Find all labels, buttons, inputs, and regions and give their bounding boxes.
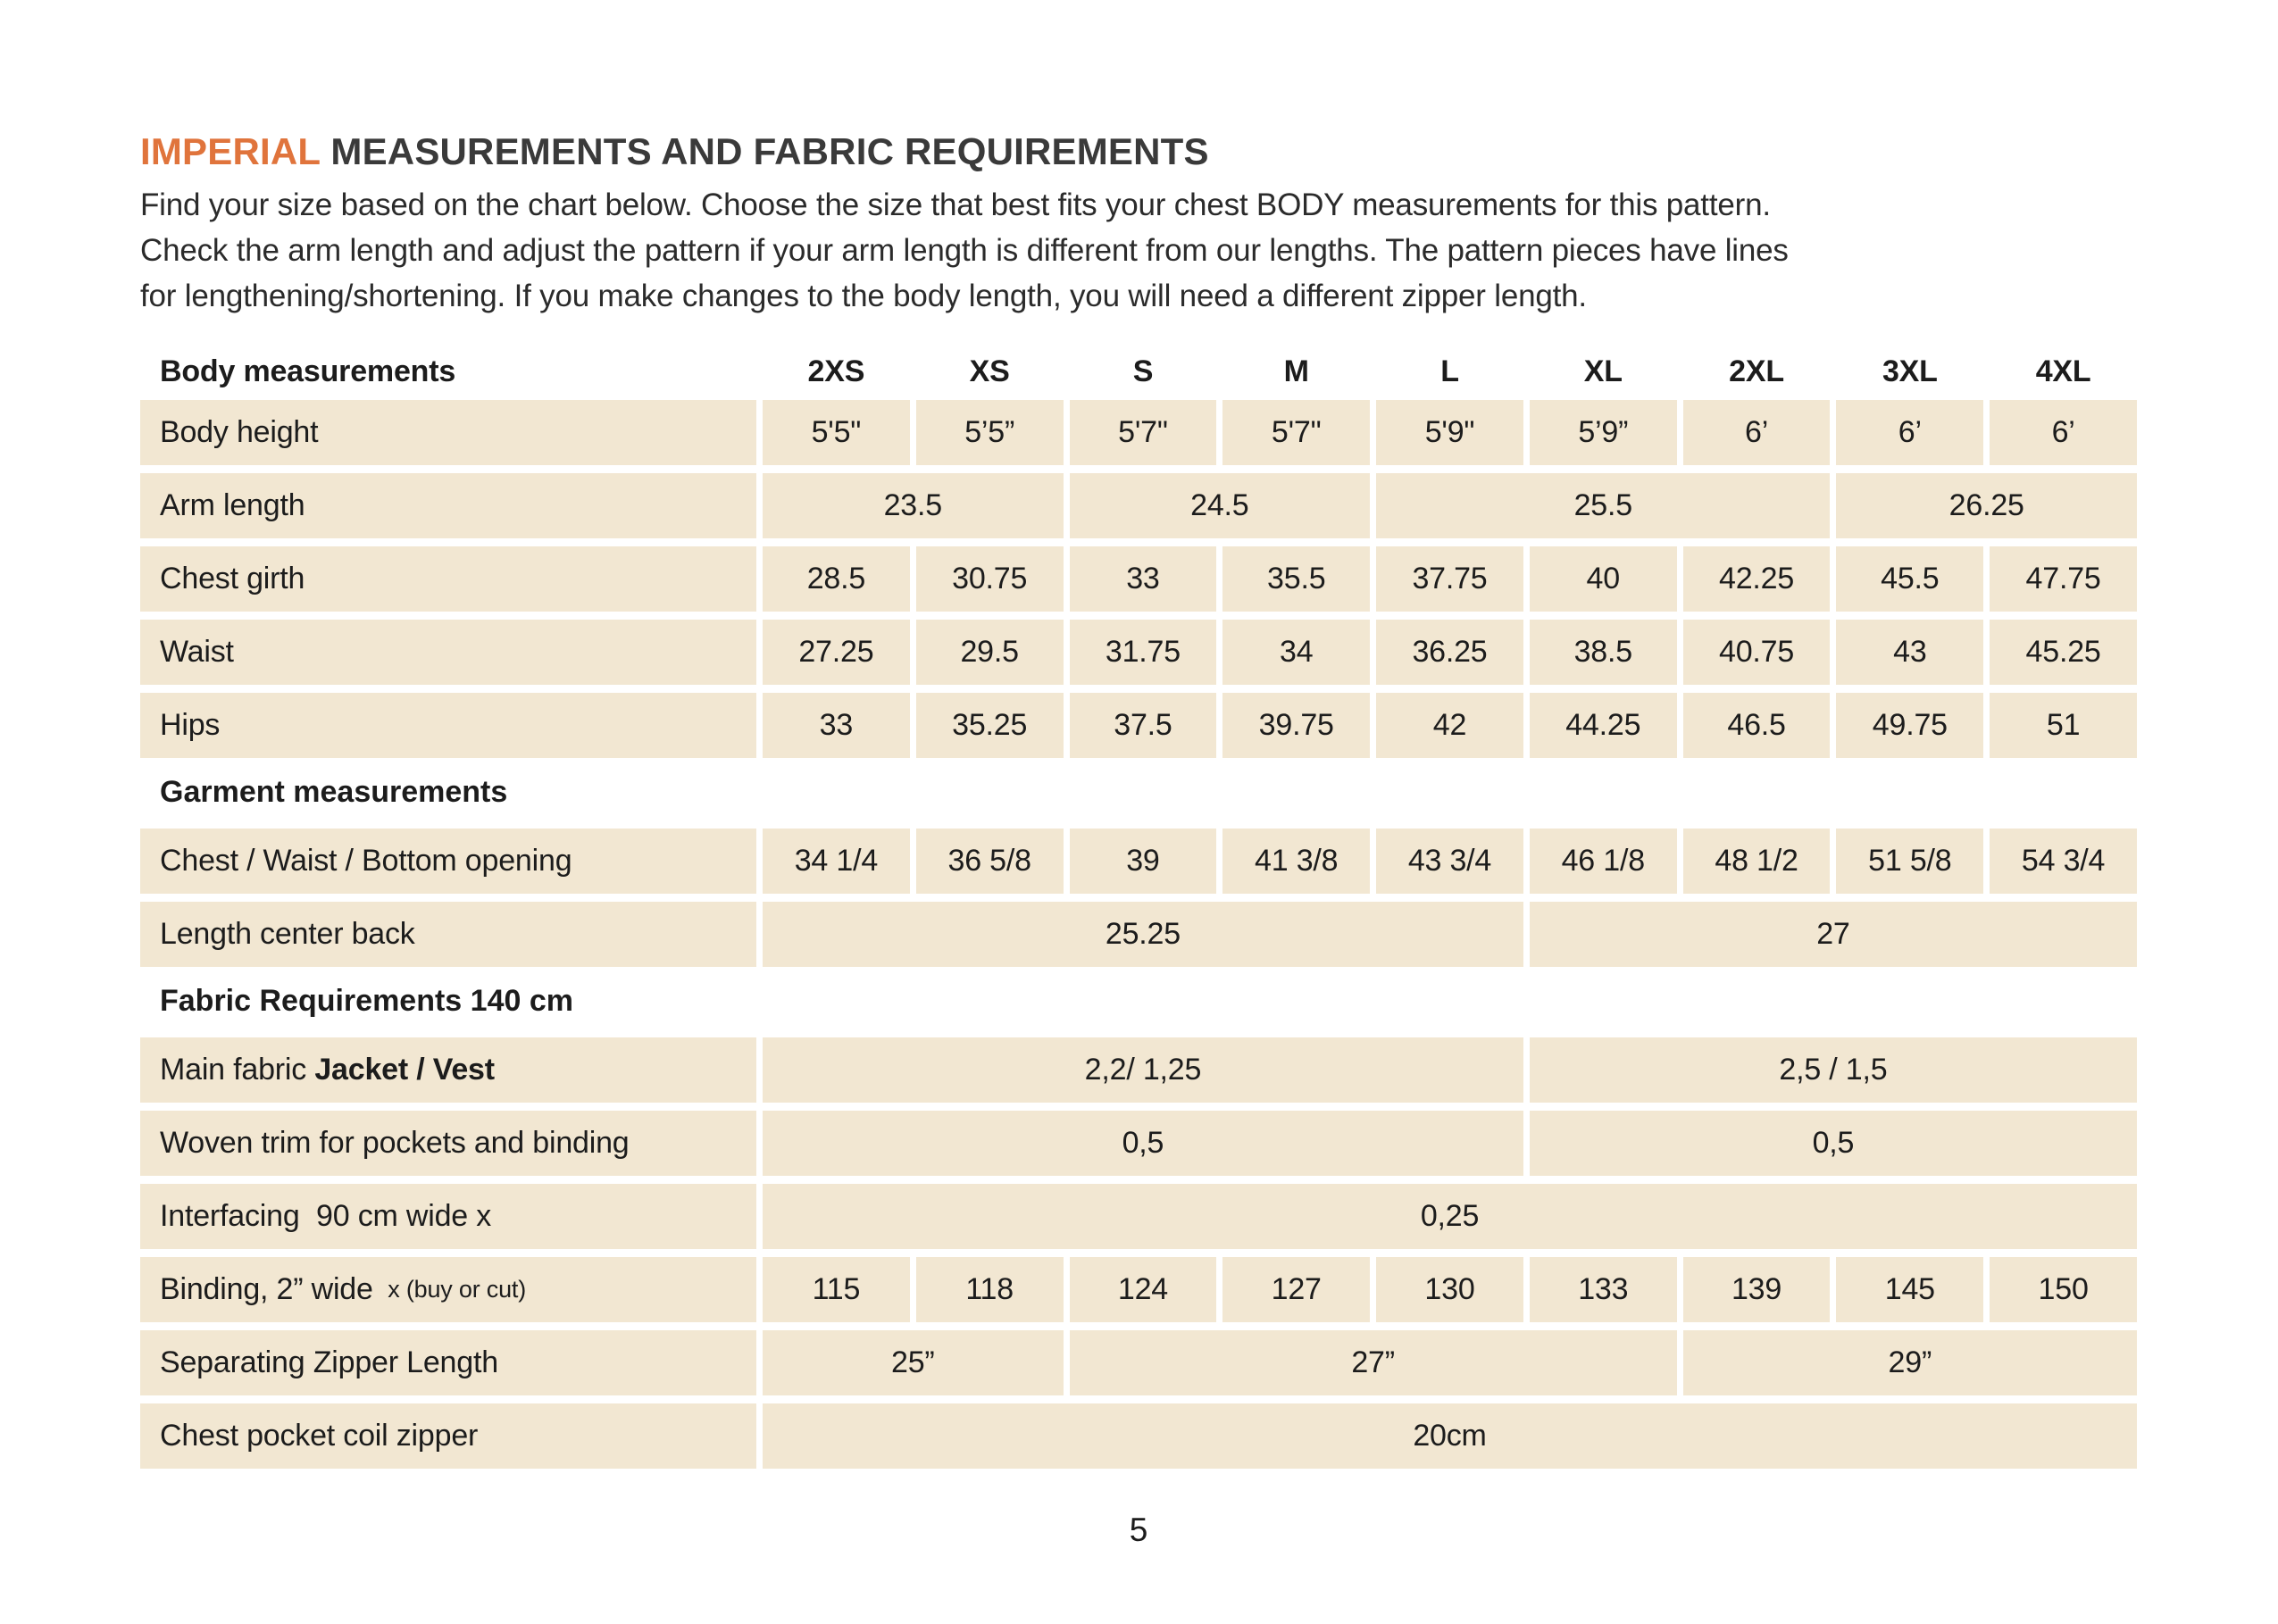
value-cell-chest-waist-bottom-opening: 51 5/8 [1836,829,1983,894]
value-cell-hips: 42 [1376,693,1523,758]
value-cell-body-height: 5’9” [1530,400,1677,465]
value-cell-hips: 46.5 [1683,693,1831,758]
value-cell-chest-girth: 37.75 [1376,546,1523,612]
label-text: Arm length [160,488,305,523]
row-label-chest-waist-bottom-opening [140,829,756,894]
value-cell-woven-trim: 0,5 [1530,1111,2137,1176]
table-row-binding-2in-wide [140,1257,2137,1322]
row-label-waist [140,620,756,685]
section-header-garment-measurements [140,766,2137,818]
value-cell-chest-girth: 45.5 [1836,546,1983,612]
title-highlight: IMPERIAL [140,130,321,172]
label-text: Separating Zipper Length [160,1345,498,1380]
value-cell-waist: 36.25 [1376,620,1523,685]
value-cell-binding-2in-wide: 124 [1070,1257,1217,1322]
table-row-separating-zipper-length [140,1330,2137,1395]
value-cell-chest-waist-bottom-opening: 34 1/4 [763,829,910,894]
label-text: Waist [160,635,234,670]
label-text: Chest girth [160,562,305,596]
value-cell-chest-girth: 40 [1530,546,1677,612]
value-cell-body-height: 6’ [1836,400,1983,465]
row-label-binding-2in-wide [140,1257,756,1322]
value-cell-body-height: 5'9" [1376,400,1523,465]
intro-line: for lengthening/shortening. If you make changes to the body length, you will need a different zipper length. [140,279,1587,314]
intro-paragraph [140,182,2137,319]
label-text: Chest / Waist / Bottom opening [160,844,572,879]
value-cell-length-center-back: 25.25 [763,902,1523,967]
row-label-length-center-back [140,902,756,967]
label-text: Garment measurements [160,774,508,809]
page-title [140,132,2137,171]
intro-line: Find your size based on the chart below. Choose the size that best fits your chest BODY measurements for this pattern. [140,187,1771,223]
label-text: Interfacing 90 cm wide x [160,1199,492,1234]
label-text: Body height [160,415,319,450]
value-cell-waist: 27.25 [763,620,910,685]
table-row-waist [140,620,2137,685]
value-cell-separating-zipper-length: 25” [763,1330,1064,1395]
value-cell-binding-2in-wide: 139 [1683,1257,1831,1322]
table-row-chest-waist-bottom-opening [140,829,2137,894]
table-row-woven-trim [140,1111,2137,1176]
value-cell-binding-2in-wide: 145 [1836,1257,1983,1322]
value-cell-hips: 37.5 [1070,693,1217,758]
value-cell-binding-2in-wide: 118 [916,1257,1064,1322]
value-cell-chest-waist-bottom-opening: 48 1/2 [1683,829,1831,894]
value-cell-body-height: 5'5" [763,400,910,465]
value-cell-binding-2in-wide: 133 [1530,1257,1677,1322]
table-row-main-fabric-jacket-vest [140,1037,2137,1103]
value-cell-chest-waist-bottom-opening: 36 5/8 [916,829,1064,894]
row-label-woven-trim [140,1111,756,1176]
value-cell-woven-trim: 0,5 [763,1111,1523,1176]
value-cell-waist: 38.5 [1530,620,1677,685]
value-cell-arm-length: 26.25 [1836,473,2137,538]
value-cell-length-center-back: 27 [1530,902,2137,967]
size-column-header: L [1440,354,1459,388]
size-column-header: S [1132,354,1154,388]
value-cell-main-fabric-jacket-vest: 2,2/ 1,25 [763,1037,1523,1103]
value-cell-body-height: 5'7" [1222,400,1370,465]
value-cell-waist: 29.5 [916,620,1064,685]
value-cell-chest-girth: 42.25 [1683,546,1831,612]
row-label-chest-girth [140,546,756,612]
table-row-hips [140,693,2137,758]
value-cell-waist: 31.75 [1070,620,1217,685]
size-header-label: Body measurements [160,354,456,388]
row-label-hips [140,693,756,758]
value-cell-hips: 44.25 [1530,693,1677,758]
value-cell-binding-2in-wide: 150 [1990,1257,2137,1322]
section-header-fabric-requirements [140,975,2137,1027]
label-text: Binding, 2” wide [160,1272,381,1307]
label-text: Fabric Requirements 140 cm [160,983,573,1018]
size-column-header: XL [1583,354,1623,388]
value-cell-body-height: 6’ [1683,400,1831,465]
value-cell-chest-waist-bottom-opening: 39 [1070,829,1217,894]
value-cell-main-fabric-jacket-vest: 2,5 / 1,5 [1530,1037,2137,1103]
measurement-table [140,349,2137,1469]
table-row-chest-girth [140,546,2137,612]
value-cell-binding-2in-wide: 115 [763,1257,910,1322]
value-cell-chest-waist-bottom-opening: 43 3/4 [1376,829,1523,894]
label-text: Hips [160,708,221,743]
size-column-header: M [1283,354,1309,388]
table-row-length-center-back [140,902,2137,967]
value-cell-body-height: 5’5” [916,400,1064,465]
size-column-header: 4XL [2035,354,2091,388]
value-cell-binding-2in-wide: 127 [1222,1257,1370,1322]
value-cell-chest-girth: 47.75 [1990,546,2137,612]
value-cell-hips: 39.75 [1222,693,1370,758]
value-cell-hips: 49.75 [1836,693,1983,758]
table-row-body-height [140,400,2137,465]
size-column-header: 2XL [1729,354,1784,388]
row-label-separating-zipper-length [140,1330,756,1395]
row-label-interfacing [140,1184,756,1249]
value-cell-body-height: 5'7" [1070,400,1217,465]
value-cell-hips: 35.25 [916,693,1064,758]
value-cell-chest-waist-bottom-opening: 54 3/4 [1990,829,2137,894]
table-row-arm-length [140,473,2137,538]
value-cell-chest-girth: 35.5 [1222,546,1370,612]
value-cell-chest-girth: 33 [1070,546,1217,612]
value-cell-waist: 40.75 [1683,620,1831,685]
value-cell-chest-girth: 30.75 [916,546,1064,612]
value-cell-chest-girth: 28.5 [763,546,910,612]
size-column-header: 2XS [807,354,865,388]
label-text: Main fabric [160,1053,315,1087]
size-header-row [140,349,2137,394]
document-page [140,132,2137,1549]
value-cell-binding-2in-wide: 130 [1376,1257,1523,1322]
value-cell-interfacing: 0,25 [763,1184,2137,1249]
value-cell-chest-pocket-coil-zipper: 20cm [763,1403,2137,1469]
value-cell-separating-zipper-length: 29” [1683,1330,2137,1395]
value-cell-separating-zipper-length: 27” [1070,1330,1677,1395]
label-text: Length center back [160,917,415,952]
row-label-arm-length [140,473,756,538]
value-cell-arm-length: 23.5 [763,473,1064,538]
size-column-header: XS [969,354,1010,388]
size-column-header: 3XL [1882,354,1938,388]
value-cell-arm-length: 24.5 [1070,473,1371,538]
label-text: x (buy or cut) [380,1276,527,1303]
label-text: Chest pocket coil zipper [160,1419,479,1453]
intro-line: Check the arm length and adjust the pattern if your arm length is different from our lengths. The pattern pieces have lines [140,233,1789,269]
label-text: Woven trim for pockets and binding [160,1126,630,1161]
value-cell-waist: 45.25 [1990,620,2137,685]
value-cell-waist: 34 [1222,620,1370,685]
row-label-body-height [140,400,756,465]
row-label-chest-pocket-coil-zipper [140,1403,756,1469]
row-label-main-fabric-jacket-vest [140,1037,756,1103]
value-cell-body-height: 6’ [1990,400,2137,465]
title-rest: MEASUREMENTS AND FABRIC REQUIREMENTS [320,130,1209,172]
label-text: Jacket / Vest [314,1053,495,1087]
value-cell-chest-waist-bottom-opening: 46 1/8 [1530,829,1677,894]
value-cell-waist: 43 [1836,620,1983,685]
value-cell-hips: 33 [763,693,910,758]
table-row-interfacing [140,1184,2137,1249]
value-cell-arm-length: 25.5 [1376,473,1830,538]
value-cell-chest-waist-bottom-opening: 41 3/8 [1222,829,1370,894]
value-cell-hips: 51 [1990,693,2137,758]
page-number: 5 [1129,1512,1148,1549]
table-row-chest-pocket-coil-zipper [140,1403,2137,1469]
